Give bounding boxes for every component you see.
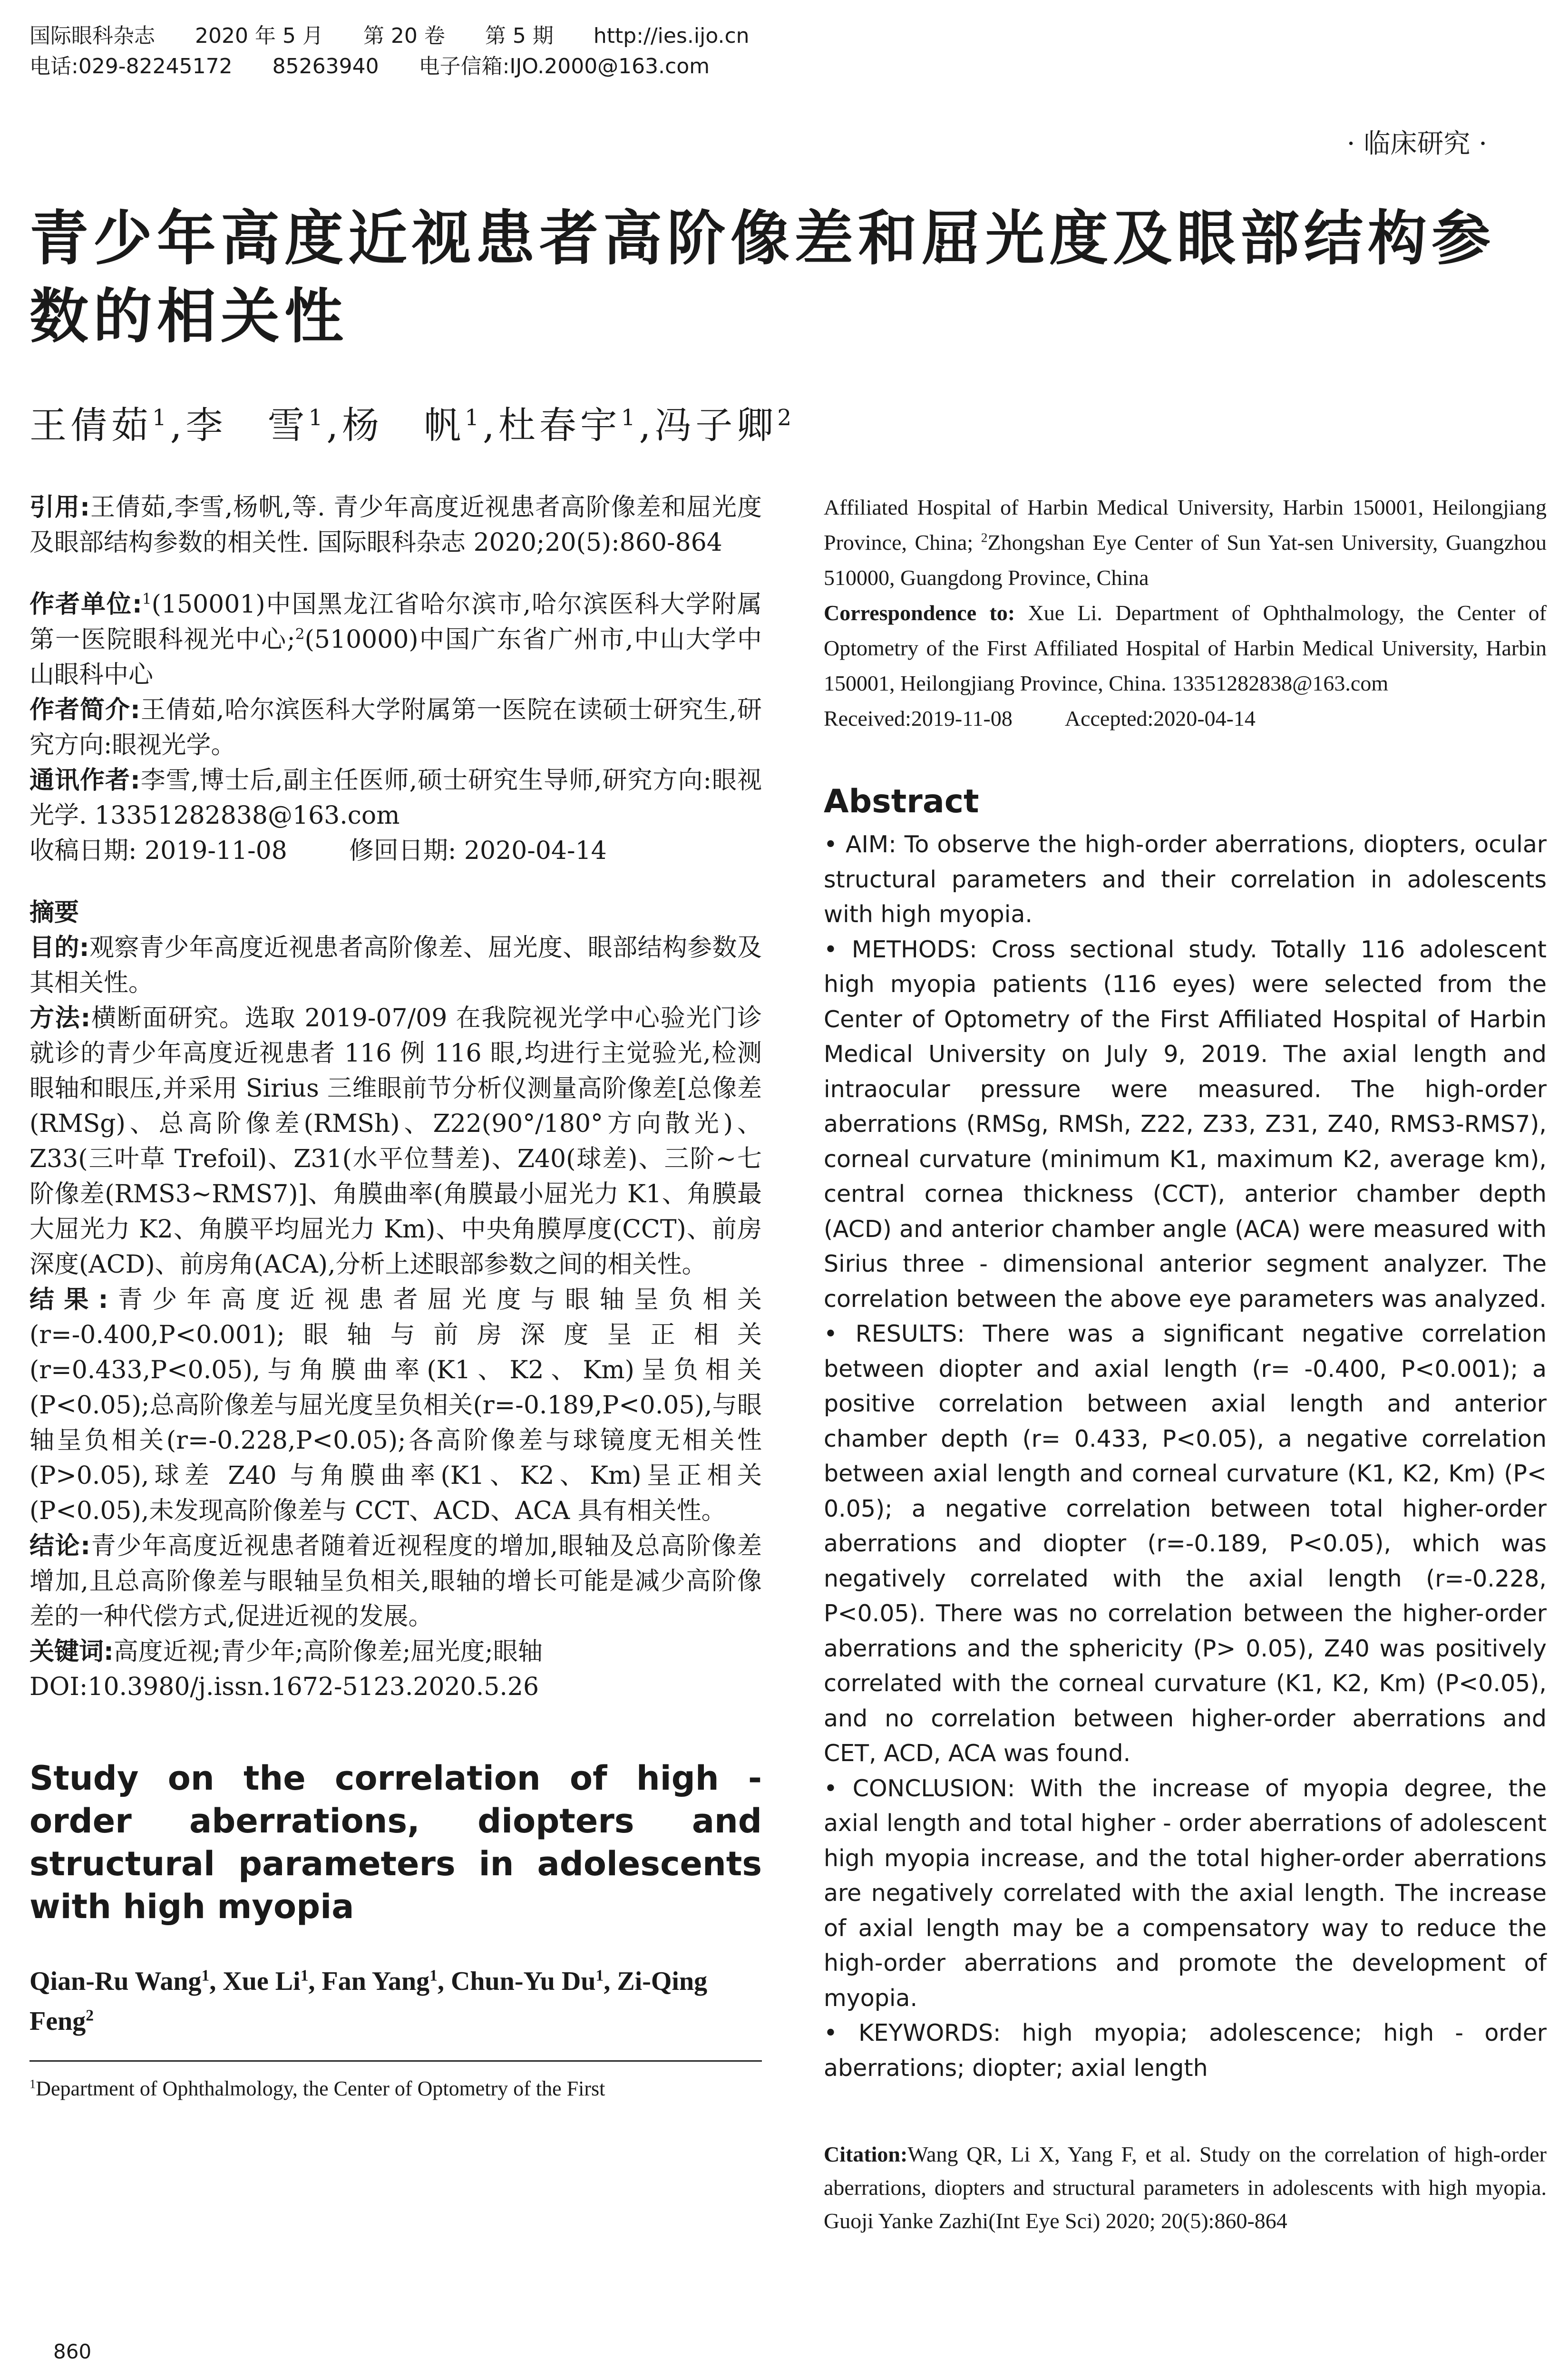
abstract-heading-zh: 摘要 — [29, 898, 79, 927]
abstract-results: • RESULTS: There was a significant negative correlation between diopter and axial length (r= -0.400, P<0.001); a positive correlation between axial length and anterior chamber depth (r= 0.433, P<0.05), a negative correlation between axial length and corneal curvature (K1, K2, Km) (P< 0.05); a negative correlation between total higher-order aberrations and diopter (r=-0.189, P<0.05), which was negatively correlated with the axial length (r=-0.228, P<0.05). There was no correlation between the higher-order aberrations and the sphericity (P> 0.05), Z40 was positively correlated with the corneal curvature (K1, K2, Km) (P<0.05), and no correlation between higher-order aberrations and CET, ACD, ACA was found. — [824, 1320, 1547, 1767]
author-name-en: Chun-Yu Du — [450, 1967, 596, 1996]
author-name-en: Zi-Qing Feng — [29, 1967, 708, 2036]
author-affil: 2 — [777, 405, 796, 431]
phone: 电话:029-82245172 — [29, 54, 233, 78]
conclusion-zh: 结论:青少年高度近视患者随着近视程度的增加,眼轴及总高阶像差增加,且总高阶像差与眼轴呈负相关,眼轴的增长可能是减少高阶像差的一种代偿方式,促进近视的发展。 — [29, 1532, 762, 1631]
author-name: 冯子卿 — [654, 404, 778, 447]
journal-url[interactable]: http://ies.ijo.cn — [593, 24, 750, 48]
dates-zh: 收稿日期: 2019-11-08 修回日期: 2020-04-14 — [29, 837, 607, 865]
left-column — [29, 490, 762, 2105]
keywords-zh: 关键词:高度近视;青少年;高阶像差;屈光度;眼轴 — [29, 1637, 543, 1666]
author-bio: 作者简介:王倩茹,哈尔滨医科大学附属第一医院在读硕士研究生,研究方向:眼视光学。 — [29, 696, 762, 760]
corresponding-author: 通讯作者:李雪,博士后,副主任医师,硕士研究生导师,研究方向:眼视光学. 13351282838@163.com — [29, 766, 762, 830]
author-name: 杨 帆 — [342, 404, 465, 447]
author-affil: 1 — [308, 405, 327, 431]
author-name: 王倩茹 — [29, 404, 153, 447]
dates-en: Received:2019-11-08 Accepted:2020-04-14 — [824, 706, 1256, 731]
author-affil: 1 — [465, 405, 483, 431]
results-zh: 结果:青少年高度近视患者屈光度与眼轴呈负相关(r=-0.400,P<0.001);眼轴与前房深度呈正相关(r=0.433,P<0.05),与角膜曲率(K1、K2、Km)呈负相关(P<0.05);总高阶像差与屈光度呈负相关(r=-0.189,P<0.05),与眼轴呈负相关(r=-0.228,P<0.05);各高阶像差与球镜度无相关性(P>0.05),球差 Z40 与角膜曲率(K1、K2、Km)呈正相关(P<0.05),未发现高阶像差与 CCT、ACD、ACA 具有相关性。 — [29, 1286, 762, 1525]
volume: 第 20 卷 — [363, 24, 445, 48]
section-tag: · 临床研究 · — [1346, 128, 1487, 159]
authors-zh: 王倩茹$^1$,李 雪$^1$,杨 帆$^1$,杜春宇$^1$,冯子卿$^2$ — [29, 404, 796, 447]
methods-zh: 方法:横断面研究。选取 2019-07/09 在我院视光学中心验光门诊就诊的青少年高度近视患者 116 例 116 眼,均进行主觉验光,检测眼轴和眼压,并采用 Sirius 三维眼前节分析仪测量高阶像差[总像差(RMSg)、总高阶像差(RMSh)、Z22(90°/180°方向散光)、Z33(三叶草 Trefoil)、Z31(水平位彗差)、Z40(球差)、三阶~七阶像差(RMS3~RMS7)]、角膜曲率(角膜最小屈光力 K1、角膜最大屈光力 K2、角膜平均屈光力 Km)、中央角膜厚度(CCT)、前房深度(ACD)、前房角(ACA),分析上述眼部参数之间的相关性。 — [29, 1004, 762, 1279]
article-title-zh: 青少年高度近视患者高阶像差和屈光度及眼部结构参数的相关性 — [29, 205, 1496, 351]
author-affil: 1 — [152, 405, 170, 431]
author-name: 李 雪 — [185, 404, 309, 447]
affiliation-en-cont: Affiliated Hospital of Harbin Medical University, Harbin 150001, Heilongjiang Province, China; $^2$Zhongshan Eye Center of Sun Yat-sen University, Guangzhou 510000, Guangdong Province, China — [824, 495, 1547, 590]
author-affil: 1 — [621, 405, 639, 431]
citation-en: Citation:Wang QR, Li X, Yang F, et al. Study on the correlation of high-order aberrations, diopters and structural parameters in adolescents with high myopia. Guoji Yanke Zazhi(Int Eye Sci) 2020; 20(5):860-864 — [824, 2142, 1547, 2233]
journal-name: 国际眼科杂志 — [29, 24, 155, 48]
author-name-en: Qian-Ru Wang — [29, 1967, 202, 1996]
citation-zh: 引用:王倩茹,李雪,杨帆,等. 青少年高度近视患者高阶像差和屈光度及眼部结构参数的相关性. 国际眼科杂志 2020;20(5):860-864 — [29, 493, 762, 557]
journal-header — [29, 21, 783, 82]
abstract-aim: • AIM: To observe the high-order aberrations, diopters, ocular structural parameters and their correlation in adolescents with high myopia. — [824, 831, 1547, 928]
affiliation-zh: 作者单位:$^1$(150001)中国黑龙江省哈尔滨市,哈尔滨医科大学附属第一医院眼科视光中心;$^2$(510000)中国广东省广州市,中山大学中山眼科中心 — [29, 590, 762, 689]
email[interactable]: 电子信箱:IJO.2000@163.com — [419, 54, 710, 78]
right-column — [824, 490, 1547, 2238]
author-name-en: Fan Yang — [321, 1967, 430, 1996]
footnote-affiliation: $^1$Department of Ophthalmology, the Center of Optometry of the First — [29, 2076, 605, 2100]
footnote-divider — [29, 2060, 762, 2062]
abstract-title: Abstract — [824, 783, 979, 820]
doi[interactable]: DOI:10.3980/j.issn.1672-5123.2020.5.26 — [29, 1673, 539, 1701]
article-title-en: Study on the correlation of high - order aberrations, diopters and structural parameters in adolescents with high myopia — [29, 1759, 762, 1926]
abstract-methods: • METHODS: Cross sectional study. Totally 116 adolescent high myopia patients (116 eyes) were selected from the Center of Optometry of the First Affiliated Hospital of Harbin Medical University on July 9, 2019. The axial length and intraocular pressure were measured. The high-order aberrations (RMSg, RMSh, Z22, Z33, Z31, Z40, RMS3-RMS7), corneal curvature (minimum K1, maximum K2, average km), central cornea thickness (CCT), anterior chamber depth (ACD) and anterior chamber angle (ACA) were measured with Sirius three - dimensional anterior segment analyzer. The correlation between the above eye parameters was analyzed. — [824, 935, 1547, 1313]
issue-date: 2020 年 5 月 — [195, 24, 323, 48]
correspondence-en: Correspondence to: Xue Li. Department of Ophthalmology, the Center of Optometry of the First Affiliated Hospital of Harbin Medical University, Harbin 150001, Heilongjiang Province, China. 13351282838@163.com — [824, 601, 1547, 695]
abstract-conclusion: • CONCLUSION: With the increase of myopia degree, the axial length and total higher - order aberrations of adolescent high myopia increase, and the total higher-order aberrations are negatively correlated with the axial length. The increase of axial length may be a compensatory way to reduce the high-order aberrations and promote the development of myopia. — [824, 1774, 1547, 2012]
page-number: 860 — [53, 2340, 92, 2363]
abstract-keywords: • KEYWORDS: high myopia; adolescence; high - order aberrations; diopter; axial length — [824, 2019, 1547, 2082]
author-name: 杜春宇 — [498, 404, 621, 447]
aim-zh: 目的:观察青少年高度近视患者高阶像差、屈光度、眼部结构参数及其相关性。 — [29, 934, 762, 997]
issue: 第 5 期 — [485, 24, 554, 48]
author-name-en: Xue Li — [223, 1967, 301, 1996]
authors-en: Qian-Ru Wang$^1$, Xue Li$^1$, Fan Yang$^1$, Chun-Yu Du$^1$, Zi-Qing Feng$^2$ — [29, 1967, 708, 2036]
phone-2: 85263940 — [272, 54, 379, 78]
